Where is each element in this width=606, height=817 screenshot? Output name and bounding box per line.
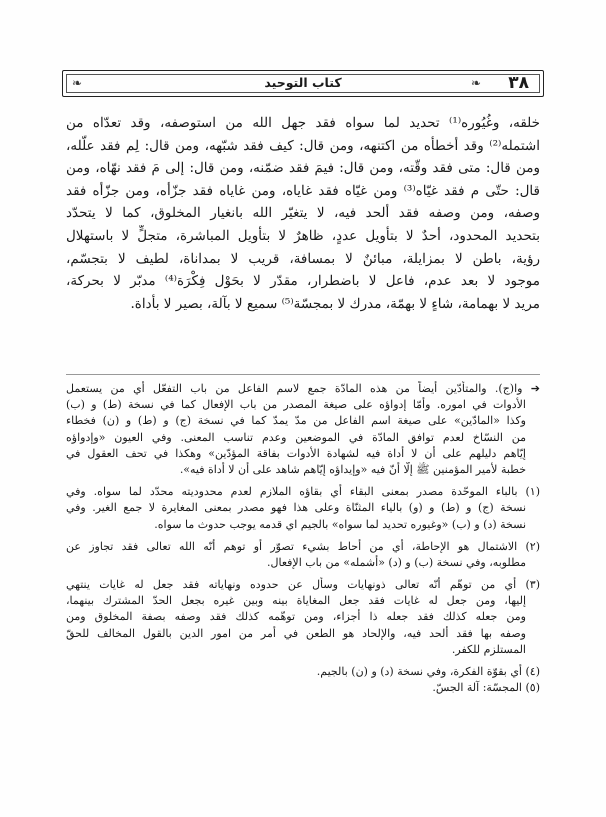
footnote-line: من النسّاخ لعدم توافق المادّة في الموضعين وعدم تناسب المعنى. وفي العيون «وإدواؤه xyxy=(66,430,526,444)
footnote-line: ➔ وا(ج). والمتأدّين أيضاً من هذه المادّة جمع لاسم الفاعل من باب التفعّل أي من يستعمل xyxy=(66,382,540,395)
text-line: ومن قال: متى فقد وقّته، ومن قال: فيمَ فقد ضمّنه، ومن قال: إلى مَ فقد نهّاه، ومن xyxy=(66,160,540,177)
footnotes-block xyxy=(66,381,540,696)
footnote-line: (٢) الاشتمال هو الإحاطة، أي من أحاط بشيء تصوّر أو توهم أنّه الله تعالى فقد تجاوز عن xyxy=(66,539,540,553)
text-line: بتحديد المحدود، أحدٌ لا بتأويل عددٍ، ظاهرٌ لا بتأويل المباشرة، متجلٍّ لا باستهلال xyxy=(66,227,540,244)
footnote-line: وصفه بها فقد ألحد فيه، والإلحاد هو الطعن في أمر من امور الدين بالقول المخالف للحقّ xyxy=(66,626,526,640)
footnote-line: (٤) أي بقوّة الفكرة، وفي نسخة (د) و (ن) بالجيم. xyxy=(316,665,540,678)
footnote-line: إيّاهم دليلهم على أن لا أداة فيه لشهادة الأدوات بفاقة المؤدّين» وهكذا في تحف العقول في xyxy=(66,446,526,460)
footnote-line: (١) بالباء الموحّدة مصدر بمعنى البقاء أي بقاؤه الملازم لعدم محدوديته محدّد لما سواه. وفي xyxy=(66,485,540,499)
footnote-4 xyxy=(66,664,540,680)
footnote-2 xyxy=(66,539,540,571)
text-line: موجود لا بعد عدم، فاعل لا باضطرار، مقدّر لا بحَوْل فِكْرَة⁽⁴⁾ مدبّر لا بحركة، xyxy=(66,273,540,290)
footnote-3 xyxy=(66,577,540,658)
footnote-line: ومن جعله كذلك فقد جعله ذا أجزاء، ومن توهّمه كذلك فقد وصفه بصفة المخلوق ومن xyxy=(66,610,526,624)
footnote-line: خطبة لأمير المؤمنين ﷺ إلّا أنّ فيه «وإيداؤه إيّاهم شاهد على أن لا أداة فيه». xyxy=(179,462,526,476)
running-title: كتاب التوحيد xyxy=(264,75,342,90)
footnote-5 xyxy=(66,680,540,696)
footnote-line: الأدوات في اموره. وأمّا إدواؤه على صيغة المصدر من باب الإفعال كما في نسخة (ط) و (ب) xyxy=(66,398,526,412)
footnote-line: وكذا «المادّين» على صيغة اسم الفاعل من مدّ يمدّ كما في نسخة (ج) و (ط) و (ن) فخطاء xyxy=(66,414,526,428)
text-line: مريد لا بهمامة، شاءٍ لا بهمّة، مدرك لا بمجسّة⁽⁵⁾ سميع لا بآلة، بصير لا بأداة. xyxy=(130,295,540,312)
footnote-separator xyxy=(66,374,540,375)
text-line: وصفه، ومن وصفه فقد ألحد فيه، لا يتغيّر الله بانغيار المخلوق، كما لا يتحدّد xyxy=(66,205,540,222)
footnote-line: إليها، ومن جعل له غايات فقد جعل المغاياة بينه وبين غيره بجعل الحدّ المشترك بينهما، xyxy=(66,594,526,608)
page-number: ٣٨ xyxy=(508,73,529,93)
text-line: اشتمله⁽²⁾ وقد أخطأه من اكتنهه، ومن قال: كيف فقد شبّهه، ومن قال: لِم فقد علّله، xyxy=(66,137,540,154)
footnote-line: (٣) أي من توهّم أنّه تعالى ذونهايات وسأل عن حدوده ونهاياته فقد جعل له غايات ينتهي xyxy=(66,578,540,592)
ornament-icon: ❧ xyxy=(72,76,83,90)
footnote-line: مطلوبه، وفي نسخة (ب) و (د) «أشمله» من باب الإفعال. xyxy=(267,555,526,569)
footnote-line: نسخة (ج) و (ط) و (و) بالياء المثنّاة وعلى هذا فهو مصدر بمعنى المغايرة لا جمع الغير. وفي xyxy=(66,501,526,515)
main-text-block xyxy=(66,112,540,315)
footnote-line: (٥) المجسّة: آلة الجسّ. xyxy=(432,681,540,695)
text-line: خلقه، وغُيُوره⁽¹⁾ تحديد لما سواه فقد جهل الله من استوصفه، وقد تعدّاه من xyxy=(66,115,540,131)
footnote-continuation xyxy=(66,381,540,478)
text-line: قال: حتّى م فقد غيّاه⁽³⁾ ومن غيّاه فقد غاياه، ومن غاياه فقد جزّأه، ومن جزّأه فقد xyxy=(66,182,540,199)
text-line: رؤية، باطن لا بمزايلة، مبائنٌ لا بمسافة، قريب لا بمداناة، لطيف لا بتجسّم، xyxy=(66,250,540,267)
footnote-line: نسخة (د) و (ب) «وغيوره تحديد لما سواه» بالجيم اي قدمه يوجب حدوث ما سواه. xyxy=(154,517,526,531)
ornament-icon: ❧ xyxy=(470,76,481,90)
footnote-1 xyxy=(66,484,540,533)
footnote-line: المستلزم للكفر. xyxy=(451,642,526,656)
page-header xyxy=(62,70,544,97)
